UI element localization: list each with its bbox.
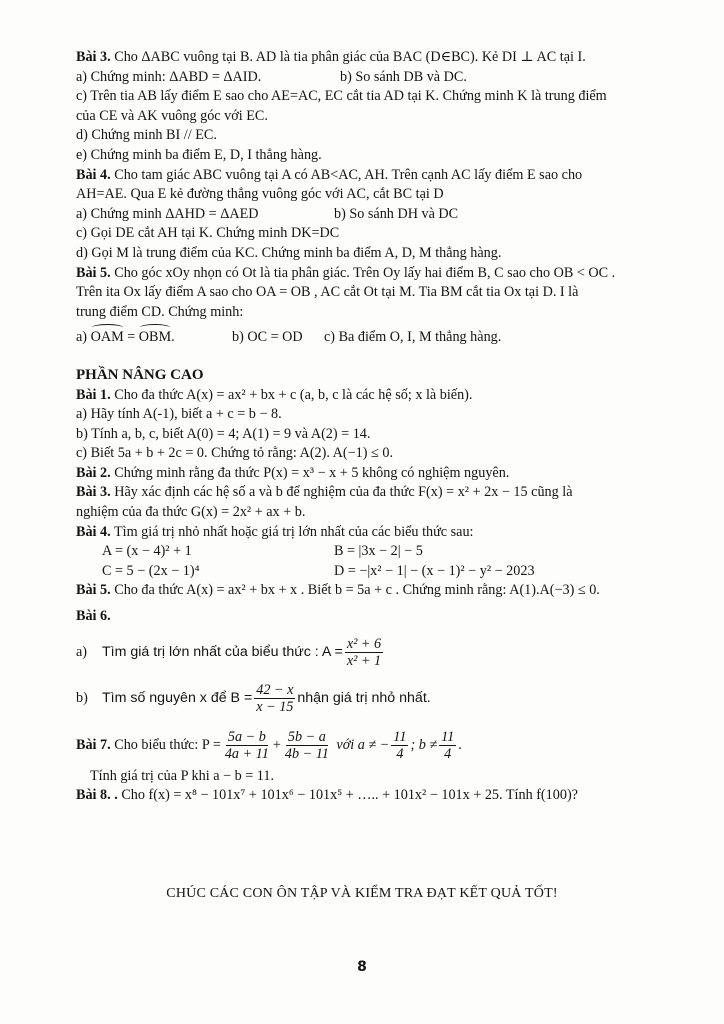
adv-exercise-6-part-b: b) Tìm số nguyên x để B = $\frac{42 - x}{x - 15}$ nhận giá trị nhỏ nhất. (76, 682, 431, 716)
exercise-3-parts-ab: a) Chứng minh: ΔABD = ΔAID. b) So sánh DB và DC. (76, 68, 467, 85)
exercise-4-parts-ab: a) Chứng minh ΔAHD = ΔAED b) So sánh DH và DC (76, 205, 459, 222)
exercise-4-part-c: c) Gọi DE cắt AH tại K. Chứng minh DK=DC (76, 225, 340, 242)
fraction-a: $\frac{\text{x² + 6}}{\text{x² + 1}}$ (346, 636, 382, 670)
adv-exercise-6-part-a: a) Tìm giá trị lớn nhất của biểu thức : A = $\frac{\text{x² + 6}}{\text{x² + 1}}$ (76, 636, 382, 670)
adv-exercise-8-statement: Bài 8. . Cho f(x) = x⁸ − 101x⁷ + 101x⁶ − 101x⁵ + ….. + 101x² − 101x + 25. Tính f(100)? (76, 787, 578, 804)
exercise-4-statement: Bài 4. Cho tam giác ABC vuông tại A có AB<AC, AH. Trên cạnh AC lấy điểm E sao cho (76, 166, 583, 183)
fraction-p1: $\frac{5a - b}{4a + 11}$ (224, 729, 269, 763)
exercise-3-part-e: e) Chứng minh ba điểm E, D, I thẳng hàng. (76, 146, 322, 163)
fraction-b: $\frac{42 - x}{x - 15}$ (256, 682, 294, 716)
exercise-4-part-d: d) Gọi M là trung điểm của KC. Chứng minh ba điểm A, D, M thẳng hàng. (76, 244, 502, 261)
angle-oam: OAM (91, 328, 124, 348)
adv-exercise-4-statement: Bài 4. Tìm giá trị nhỏ nhất hoặc giá trị lớn nhất của các biểu thức sau: (76, 523, 474, 540)
adv-exercise-1-part-b: b) Tính a, b, c, biết A(0) = 4; A(1) = 9 và A(2) = 14. (76, 425, 371, 442)
exercise-5-statement: Bài 5. Cho góc xOy nhọn có Ot là tia phân giác. Trên Oy lấy hai điểm B, C sao cho OB < OC . (76, 264, 616, 281)
adv-exercise-7-question: Tính giá trị của P khi a − b = 11. (90, 767, 274, 784)
adv-exercise-1-part-c: c) Biết 5a + b + 2c = 0. Chứng tỏ rằng: A(2). A(−1) ≤ 0. (76, 445, 393, 462)
exercise-5-statement-cont: Trên ita Ox lấy điểm A sao cho OA = OB , AC cắt Ot tại M. Tia BM cắt tia Ox tại D. I là (76, 284, 579, 301)
exercise-4-statement-cont: AH=AE. Qua E kẻ đường thẳng vuông góc với AC, cắt BC tại D (76, 186, 444, 203)
exercise-3-part-c-cont: của CE và AK vuông góc với EC. (76, 107, 268, 124)
exercise-3-part-c: c) Trên tia AB lấy điểm E sao cho AE=AC, EC cắt tia AD tại K. Chứng minh K là trung điểm (76, 88, 607, 105)
adv-exercise-3-statement-cont: nghiệm của đa thức G(x) = 2x² + ax + b. (76, 504, 306, 521)
adv-exercise-4-row-1: A = (x − 4)² + 1 B = |3x − 2| − 5 (102, 543, 423, 560)
page-number: 8 (357, 959, 367, 975)
section-heading-advanced: PHẦN NÂNG CAO (76, 366, 204, 383)
exercise-5-statement-cont2: trung điểm CD. Chứng minh: (76, 303, 244, 320)
adv-exercise-2-statement: Bài 2. Chứng minh rằng đa thức P(x) = x³ − x + 5 không có nghiệm nguyên. (76, 464, 510, 481)
adv-exercise-4-row-2: C = 5 − (2x − 1)⁴ D = −|x² − 1| − (x − 1)² − y² − 2023 (102, 562, 535, 579)
adv-exercise-7-statement: Bài 7. Cho biểu thức: P = $\frac{5a - b}{4a + 11}$ + $\frac{5b - a}{4b - 11}$ với a ≠ − $\frac{11}{4}$ ; b ≠ $\frac{11}{4}$ . (76, 729, 462, 763)
adv-exercise-3-statement: Bài 3. Hãy xác định các hệ số a và b để nghiệm của đa thức F(x) = x² + 2x − 15 cũng là (76, 484, 573, 501)
adv-exercise-5-statement: Bài 5. Cho đa thức A(x) = ax² + bx + x . Biết b = 5a + c . Chứng minh rằng: A(1).A(−3) ≤ 0. (76, 582, 600, 599)
adv-exercise-1-statement: Bài 1. Cho đa thức A(x) = ax² + bx + c (a, b, c là các hệ số; x là biến). (76, 386, 473, 403)
document-body (76, 48, 676, 806)
fraction-cond-b: $\frac{11}{4}$ (441, 729, 455, 763)
angle-obm: OBM (139, 328, 171, 348)
closing-message: CHÚC CÁC CON ÔN TẬP VÀ KIỂM TRA ĐẠT KẾT QUẢ TỐT! (166, 886, 558, 901)
fraction-p2: $\frac{5b - a}{4b - 11}$ (284, 729, 329, 763)
adv-exercise-6-title: Bài 6. (76, 608, 111, 625)
exercise-3-statement: Bài 3. Cho ΔABC vuông tại B. AD là tia phân giác của BAC (D∈BC). Kẻ DI ⊥ AC tại I. (76, 49, 586, 65)
exercise-5-parts: a) OAM = OBM. b) OC = OD c) Ba điểm O, I, M thẳng hàng. (76, 328, 676, 348)
adv-exercise-1-part-a: a) Hãy tính A(-1), biết a + c = b − 8. (76, 406, 282, 423)
exercise-3-part-d: d) Chứng minh BI // EC. (76, 127, 217, 144)
fraction-cond-a: $\frac{11}{4}$ (393, 729, 407, 763)
